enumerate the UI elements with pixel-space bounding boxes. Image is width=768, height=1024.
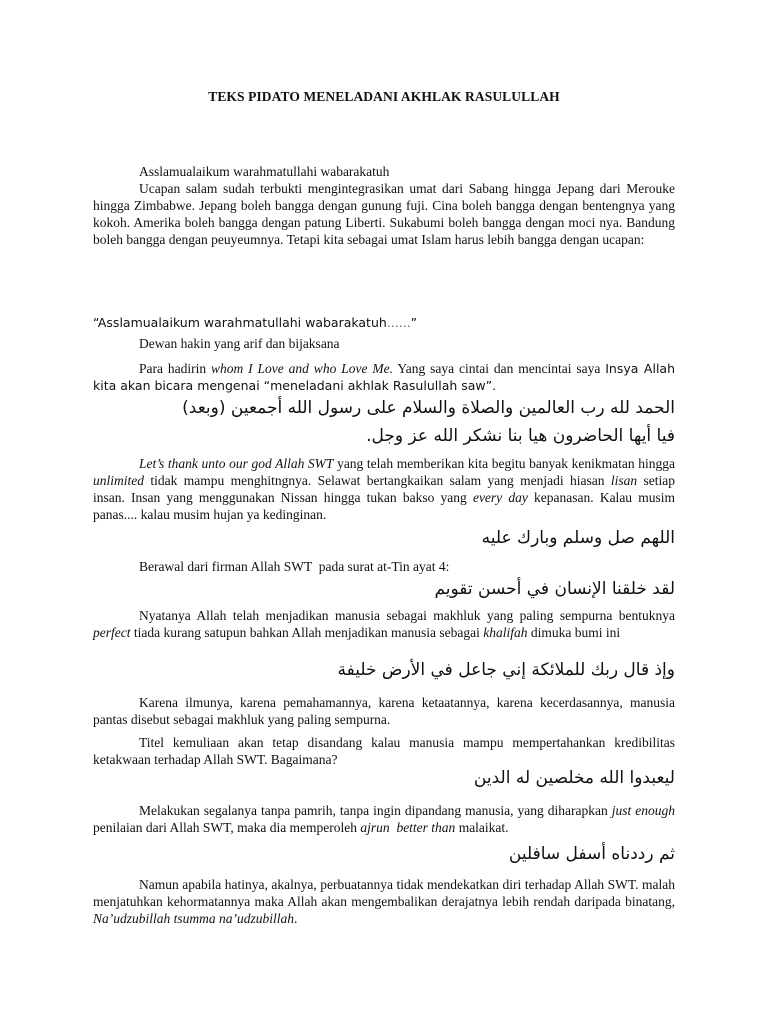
paragraph-namun — [93, 876, 675, 927]
berawal-text: Berawal dari firman Allah SWT pada surat at-Tin ayat 4: — [139, 559, 450, 574]
text-run: setiap insan. Insan yang menggunakan Nissan hingga tukan bakso yang — [93, 473, 675, 505]
paragraph-thank-text — [93, 455, 675, 523]
arabic-liyabudullah: ليعبدوا الله مخلصين له الدين — [473, 768, 675, 788]
arabic-at-tin: لقد خلقنا الإنسان في أحسن تقويم — [434, 579, 675, 599]
emphasis-run: ajrun — [360, 820, 390, 835]
quote-text: “Asslamualaikum warahmatullahi wabarakatuh — [93, 315, 387, 330]
text-run: yang telah memberikan kita begitu banyak kenikmatan hingga — [333, 456, 675, 471]
paragraph-salam — [93, 180, 675, 248]
dewan-paragraph — [93, 335, 675, 352]
text-run: tiada kurang satupun bahkan Allah menjadikan manusia sebagai — [130, 625, 484, 640]
dewan-text: Dewan hakin yang arif dan bijaksana — [139, 336, 340, 351]
paragraph-karena — [93, 694, 675, 728]
paragraph-thank — [93, 455, 675, 523]
emphasis-run: unlimited — [93, 473, 144, 488]
text-run: Para hadirin — [139, 361, 212, 376]
paragraph-karena-text: Karena ilmunya, karena pemahamannya, karena ketaatannya, karena kecerdasannya, manusia pantas disebut sebagai makhluk yang paling sempurna. — [93, 695, 675, 727]
paragraph-nyatanya-text — [93, 607, 675, 641]
emphasis-run: lisan — [610, 473, 638, 488]
paragraph-namun-text — [93, 876, 675, 927]
text-run: Nyatanya Allah telah menjadikan manusia sebagai makhluk yang paling sempurna bentuknya — [139, 608, 675, 623]
greeting-text: Asslamualaikum warahmatullahi wabarakatuh — [139, 164, 390, 179]
emphasis-run: better than — [396, 820, 456, 835]
paragraph-titel-text: Titel kemuliaan akan tetap disandang kalau manusia mampu mempertahankan kredibilitas ketakwaan terhadap Allah SWT. Bagaimana? — [93, 735, 675, 767]
text-run: Yang saya cintai dan mencintai saya — [392, 361, 606, 376]
text-run: penilaian dari Allah SWT, maka dia memperoleh — [93, 803, 689, 835]
text-run: malaikat. — [455, 820, 509, 835]
emphasis-run: Na’udzubillah tsumma na’udzubillah — [93, 911, 295, 926]
text-run: tidak mampu menghitngnya. Selawat bertangkaikan salam yang menjadi hiasan — [144, 473, 611, 488]
paragraph-melakukan-text — [93, 802, 689, 836]
quote-dots: ...... — [386, 315, 411, 330]
arabic-khalifah: وإذ قال ربك للملائكة إني جاعل في الأرض خليفة — [337, 660, 675, 680]
arabic-ayyuhal-hadirun: فيا أيها الحاضرون هيا بنا نشكر الله عز وجل. — [366, 426, 675, 446]
emphasis-run: just enough — [611, 803, 675, 818]
greeting-paragraph — [93, 163, 675, 180]
paragraph-hadirin — [93, 360, 675, 394]
quote-close: ” — [410, 315, 418, 330]
arabic-asfala-safilin: ثم رددناه أسفل سافلين — [508, 844, 675, 864]
arabic-shalawat: اللهم صل وسلم وبارك عليه — [481, 528, 675, 548]
berawal-paragraph — [93, 558, 675, 575]
text-run: . — [294, 911, 298, 926]
document-title: TEKS PIDATO MENELADANI AKHLAK RASULULLAH — [208, 89, 560, 104]
paragraph-melakukan — [93, 802, 689, 836]
text-run: kepanasan. Kalau musim panas.... kalau musim hujan ya kedinginan. — [93, 490, 675, 522]
emphasis-run: every day — [472, 490, 528, 505]
quote-line — [93, 314, 417, 331]
paragraph-salam-text: Ucapan salam sudah terbukti mengintegrasikan umat dari Sabang hingga Jepang dari Merouke hingga Zimbabwe. Jepang boleh bangga dengan gunung fuji. Cina boleh bangga dengan bentengnya yang kokoh. Amerika boleh bangga dengan patung Liberti. Sukabumi boleh bangga dengan moci nya. Bandung boleh bangga dengan peuyeumnya. Tetapi kita sebagai umat Islam harus lebih bangga dengan ucapan: — [93, 181, 675, 247]
paragraph-hadirin-text — [93, 360, 675, 394]
text-run: Insya Allah kita akan bicara mengenai “meneladani akhlak Rasulullah saw”. — [93, 361, 675, 393]
paragraph-titel — [93, 734, 675, 768]
text-run: Namun apabila hatinya, akalnya, perbuatannya tidak mendekatkan diri terhadap Allah SWT. malah menjatuhkan kehormatannya maka Allah akan mengembalikan derajatnya lebih rendah daripada binatang, — [93, 877, 675, 909]
emphasis-run: Let’s thank unto our god Allah SWT — [139, 456, 334, 471]
arabic-hamdalah: الحمد لله رب العالمين والصلاة والسلام على رسول الله أجمعين (وبعد) — [182, 398, 675, 418]
paragraph-nyatanya — [93, 607, 675, 641]
text-run: dimuka bumi ini — [527, 625, 621, 640]
text-run: Melakukan segalanya tanpa pamrih, tanpa ingin dipandang manusia, yang diharapkan — [139, 803, 612, 818]
emphasis-run: perfect — [93, 625, 131, 640]
emphasis-run: whom I Love and who Love Me. — [211, 361, 393, 376]
emphasis-run: khalifah — [483, 625, 528, 640]
